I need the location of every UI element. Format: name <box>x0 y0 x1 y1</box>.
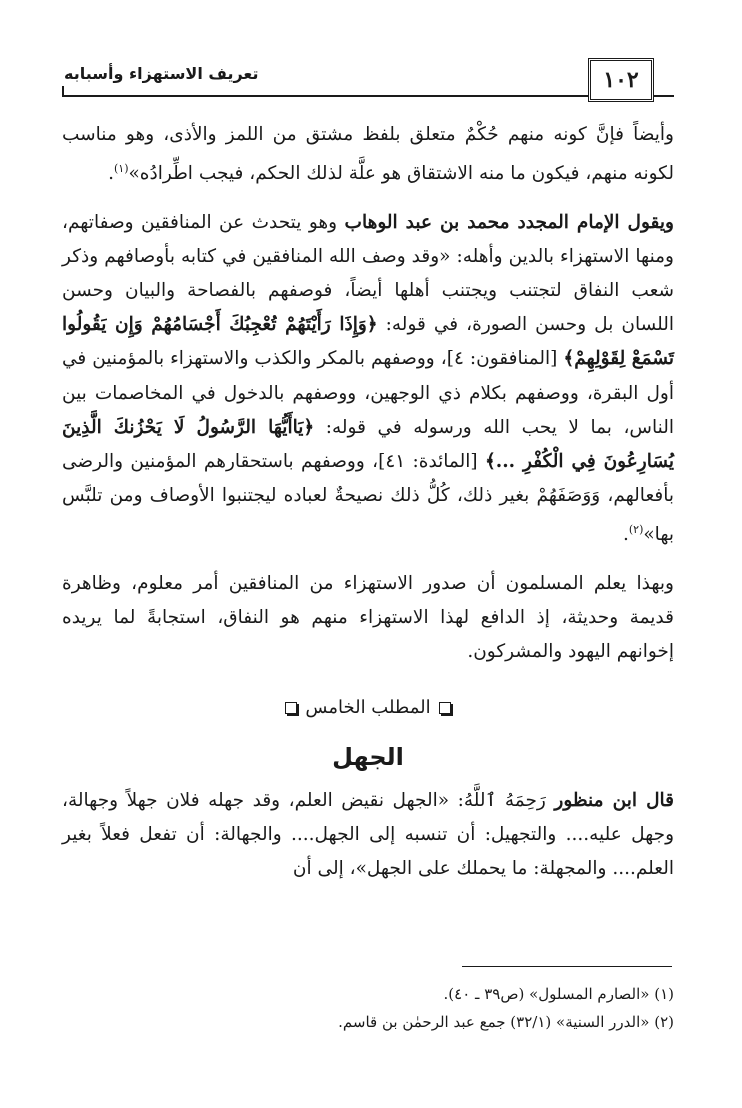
paragraph-2-text-c: [المائدة: ٤١]، ووصفهم باستحقارهم المؤمنين والرضى بأفعالهم، وَوَصَفَهُمْ بغير ذلك، كُلُّ ذلك نصيحةٌ لعباده ليجتنبوا الأوصاف ومن تلبَّس بها» <box>62 450 674 546</box>
main-text <box>62 118 674 900</box>
paragraph-4-text: : «الجهل نقيض العلم، وقد جهله فلان جهلاً وجهالة، وجهل عليه.... والتجهيل: أن تنسبه إلى الجهل.... والجهالة: أن تفعل فعلاً بغير العلم.... والمجهلة: ما يحملك على الجهل»، إلى أن <box>62 789 674 880</box>
footnote-ref-1[interactable]: (١) <box>113 162 129 176</box>
paragraph-4 <box>62 784 674 887</box>
paragraph-2-end: . <box>622 524 629 546</box>
header-rule <box>62 95 674 97</box>
footnote-1: (١) «الصارم المسلول» (ص٣٩ ـ ٤٠). <box>443 985 674 1003</box>
footnote-separator <box>462 966 672 967</box>
author-name-bold: ويقول الإمام المجدد محمد بن عبد الوهاب <box>344 211 674 233</box>
paragraph-3 <box>62 567 674 670</box>
paragraph-1 <box>62 118 674 192</box>
paragraph-2 <box>62 206 674 553</box>
honorific-glyph: رَحِمَهُ ٱللَّهُ <box>463 789 555 811</box>
paragraph-3-text: وبهذا يعلم المسلمون أن صدور الاستهزاء من المنافقين أمر معلوم، وظاهرة قديمة وحديثة، إذ الدافع لهذا الاستهزاء منهم هو النفاق، استجابةً لما يريده إخوانهم اليهود والمشركون. <box>62 572 674 663</box>
quran-verse-maidah: ﴿يَاأَيُّهَا الرَّسُولُ لَا يَحْزُنكَ الَّذِينَ يُسَارِعُونَ فِي الْكُفْرِ ...﴾ <box>62 416 674 472</box>
page-number: ١٠٢ <box>588 58 654 102</box>
section-subtitle: الجهل <box>332 742 404 771</box>
footnotes <box>62 980 674 1036</box>
footnote-ref-2[interactable]: (٢) <box>628 523 644 537</box>
paragraph-2-text-b: [المنافقون: ٤]، ووصفهم بالمكر والكذب والاستهزاء بالمؤمنين في أول البقرة، ووصفهم بكلام ذي الوجهين، ووصفهم بالدخول في المخاصمات بين الناس، بما لا يحب الله ورسوله في قوله: <box>62 348 674 438</box>
paragraph-1-text: وأيضاً فإنَّ كونه منهم حُكْمٌ متعلق بلفظ مشتق من اللمز والأذى، وهو مناسب لكونه منهم، فيكون ما منه الاشتقاق هو علَّة لذلك الحكم، فيجب اطِّرادُه» <box>62 124 674 185</box>
section-heading <box>62 691 674 725</box>
ibn-manzur-bold: قال ابن منظور <box>554 789 674 811</box>
section-heading-text: المطلب الخامس <box>305 697 431 719</box>
square-bullet-icon <box>439 702 451 714</box>
paragraph-1-end: . <box>108 163 114 185</box>
square-bullet-icon <box>285 702 297 714</box>
quran-verse-munafiqun: ﴿وَإِذَا رَأَيْتَهُمْ تُعْجِبُكَ أَجْسَامُهُمْ وَإِن يَقُولُوا تَسْمَعْ لِقَوْلِهِمْ﴾ <box>62 314 674 370</box>
footnote-2: (٢) «الدرر السنية» (٣٢/١) جمع عبد الرحمٰن بن قاسم. <box>338 1013 674 1031</box>
paragraph-2-text-a: وهو يتحدث عن المنافقين وصفاتهم، ومنها الاستهزاء بالدين وأهله: «وقد وصف الله المنافقين في كتابه بأوصافهم وذكر شعب النفاق لتجتنب ويجتنب أهلها أيضاً، فوصفهم بالفصاحة والبيان وحسن اللسان بل وحسن الصورة، في قوله: <box>62 211 674 336</box>
running-title: تعريف الاستهزاء وأسبابه <box>64 64 259 83</box>
